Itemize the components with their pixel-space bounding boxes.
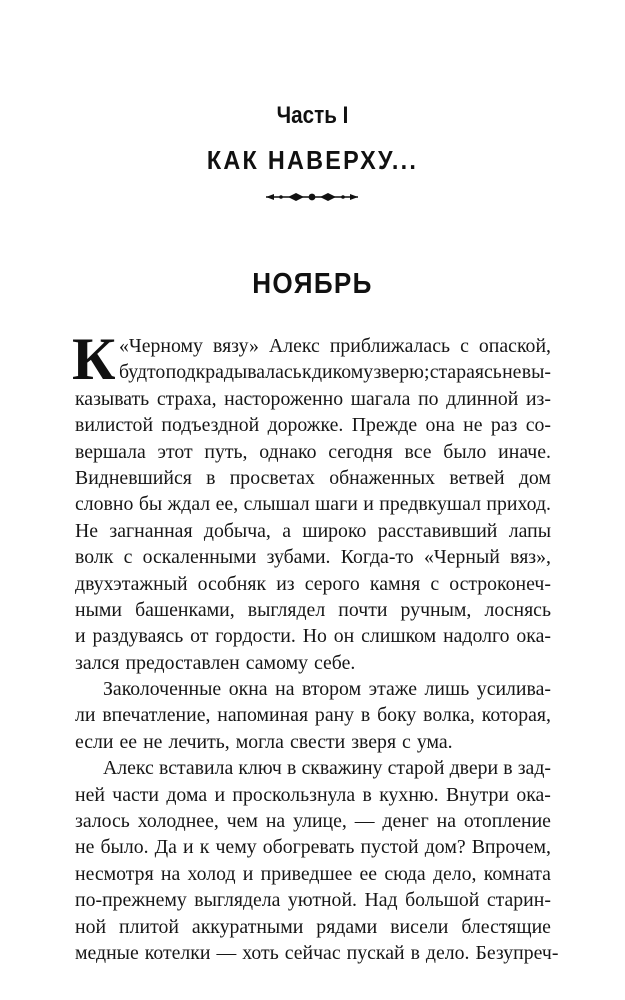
word: на [436,810,456,833]
word: расставивший [377,519,498,542]
word: Алекс [103,757,154,780]
word: вставила [158,757,234,780]
word: могла [235,730,284,753]
word: гордости. [215,625,296,648]
word: хоть [242,941,279,964]
word: холоднее, [137,810,219,833]
word: приближалась [329,335,450,357]
word: от [190,625,209,648]
word: ее [359,862,378,885]
word: в [286,757,297,780]
chapter-title: НОЯБРЬ [252,268,373,300]
word: уютной. [287,889,357,912]
word: предоставлен [125,651,240,674]
word: котелки [144,941,211,964]
word: надолго [443,625,510,648]
word: Алекс [268,335,320,357]
word: этот [157,440,193,463]
word: предвкушал [379,493,481,516]
word: и [183,836,194,859]
word: пустой [360,836,419,859]
word: дом? [424,836,466,859]
word: серого [304,572,360,595]
word: ока- [516,625,551,648]
word: особняк [197,572,267,595]
word: вяз», [510,546,551,569]
word: дикому [311,361,374,384]
word: волк [75,546,114,569]
word: на [160,862,181,885]
word: напоминая [217,704,309,727]
word: приход. [486,493,551,516]
word: двери [449,757,499,780]
word: она [425,414,455,437]
word: подкрадывалась [165,361,302,384]
word: лишь [424,678,470,701]
word: шаги [315,493,358,516]
word: залось [75,810,130,833]
word: добыча, [203,519,271,542]
part-title: КАК НАВЕРХУ... [206,145,419,175]
word: из [276,572,295,595]
text-line [75,623,551,649]
word: боку [377,704,417,727]
word: блестящие [461,915,551,938]
word: этаже [368,678,417,701]
text-line [75,597,551,623]
word: к [302,361,312,384]
word: ли [75,704,96,727]
word: со- [525,414,551,437]
word: в [362,783,372,806]
word: с [430,572,440,595]
word: обнаженных [329,466,436,489]
word: части [112,783,160,806]
word: Не [75,519,99,542]
word: слишком [361,625,437,648]
word: не [502,361,522,384]
word: ключ [238,757,282,780]
text-line [75,782,551,808]
word: дело, [432,862,477,885]
text-line [75,491,551,517]
word: с [402,730,411,753]
word: остроконеч- [449,572,551,595]
text-line [75,386,551,412]
word: с [123,546,133,569]
word: денег [382,810,429,833]
text-line [75,333,551,359]
word: вилистой [75,414,154,437]
text-line [75,940,559,966]
word: аккуратными [191,915,304,938]
word: в [360,704,371,727]
word: на [275,678,295,701]
word: отопление [463,810,551,833]
text-line [75,650,551,676]
word: проскользнула [232,783,356,806]
word: широко [302,519,367,542]
word: втором [302,678,362,701]
word: выглядел [247,598,326,621]
word: Заколоченные [103,678,222,701]
word: плитой [119,915,179,938]
word: Когда-то [340,546,414,569]
word: по-прежнему [75,889,187,912]
text-line [75,465,551,491]
word: и [214,783,226,806]
word: старин- [486,889,551,912]
word: зубами. [266,546,331,569]
word: ней [75,783,105,806]
word: «Черному [119,335,203,357]
word: большой [405,889,480,912]
word: по [418,387,439,410]
word: казывать [75,387,150,410]
word: лечить, [168,730,230,753]
word: висели [390,915,449,938]
word: ока- [516,783,551,806]
word: лоснясь [484,598,551,621]
text-line [75,676,551,702]
word: самому [245,651,308,674]
drop-cap: К [72,326,116,392]
word: ума. [416,730,453,753]
word: почти [338,598,388,621]
word: из- [525,387,551,410]
word: впечатление, [102,704,211,727]
word: Прежде [351,414,418,437]
word: окна [228,678,268,701]
word: страха, [156,387,217,410]
word: стараясь [429,361,502,384]
word: медные [75,941,139,964]
word: волка, [423,704,475,727]
word: дома [166,783,208,806]
word: и [363,493,374,516]
word: в [503,757,513,780]
word: просветах [229,466,315,489]
word: в [206,466,216,489]
word: скважину [301,757,383,780]
word: двухэтажный [75,572,188,595]
word: дом [518,466,551,489]
word: иначе. [498,440,551,463]
word: старой [387,757,445,780]
word: загнанная [109,519,193,542]
word: Но [302,625,327,648]
word: и [75,625,86,648]
word: путь, [204,440,248,463]
word: Над [364,889,398,912]
text-line [75,755,551,781]
text-line [75,439,551,465]
word: дело. [425,941,470,964]
word: подъездной [161,414,260,437]
word: на [265,810,286,833]
text-line [75,544,551,570]
word: приведшее [260,862,353,885]
word: если [75,730,114,753]
word: шагала [350,387,411,410]
word: ее, [215,493,239,516]
word: вы- [521,361,551,384]
text-line [75,702,551,728]
word: кухню. [379,783,439,806]
word: ной [75,915,107,938]
word: «Черный [423,546,500,569]
word: — [354,810,375,833]
word: дорожке. [267,414,344,437]
body-text [72,326,559,966]
text-line [75,518,551,544]
word: зверя [351,730,397,753]
word: он [333,625,355,648]
word: ручным, [400,598,472,621]
word: зался [75,651,120,674]
word: комната [483,862,551,885]
word: башенками, [135,598,235,621]
word: Внутри [445,783,509,806]
word: ными [75,598,122,621]
word: с [460,335,469,357]
word: и [242,862,254,885]
word: бы [138,493,163,516]
word: — [216,941,237,964]
word: Да [154,836,177,859]
word: рану [314,704,355,727]
word: к [199,836,210,859]
word: вязу» [213,335,259,357]
word: холод [187,862,236,885]
word: сегодня [328,440,393,463]
word: ветвей [449,466,505,489]
word: себе. [314,651,356,674]
word: рядами [316,915,378,938]
ornament-divider-icon [264,189,360,205]
word: Впрочем, [471,836,551,859]
word: опаской, [478,335,551,357]
text-line [75,729,551,755]
word: лапы [508,519,551,542]
word: несмотря [75,862,154,885]
word: камня [369,572,421,595]
text-line [75,412,551,438]
word: однако [259,440,317,463]
text-line [75,914,551,940]
word: сейчас [284,941,341,964]
word: Видневшийся [75,466,192,489]
word: в [410,941,420,964]
word: ее [119,730,138,753]
word: свести [289,730,346,753]
word: усилива- [476,678,551,701]
word: улице, [293,810,347,833]
text-line [75,571,551,597]
text-line [75,808,551,834]
word: раз [490,414,518,437]
word: раздуваясь [92,625,184,648]
word: чему [215,836,257,859]
word: зверю; [373,361,430,384]
word: оскаленными [142,546,257,569]
text-line [75,887,551,913]
word: не [143,730,163,753]
word: сюда [384,862,426,885]
word: ждал [167,493,211,516]
word: не [463,414,483,437]
word: которая, [481,704,551,727]
word: словно [75,493,134,516]
text-line [75,359,551,385]
word: будто [119,361,166,384]
word: слышал [243,493,310,516]
word: а [282,519,291,542]
word: настороженно [224,387,344,410]
text-line [75,834,551,860]
word: вершала [75,440,146,463]
text-line [75,861,551,887]
word: чем [226,810,258,833]
word: пускай [346,941,405,964]
word: длинной [446,387,519,410]
word: было [443,440,487,463]
word: Безупреч- [475,941,559,964]
word: не [75,836,95,859]
word: обогревать [262,836,355,859]
word: было. [100,836,149,859]
word: выглядела [194,889,281,912]
word: все [404,440,432,463]
part-number: Часть I [276,102,349,129]
word: зад- [517,757,551,780]
